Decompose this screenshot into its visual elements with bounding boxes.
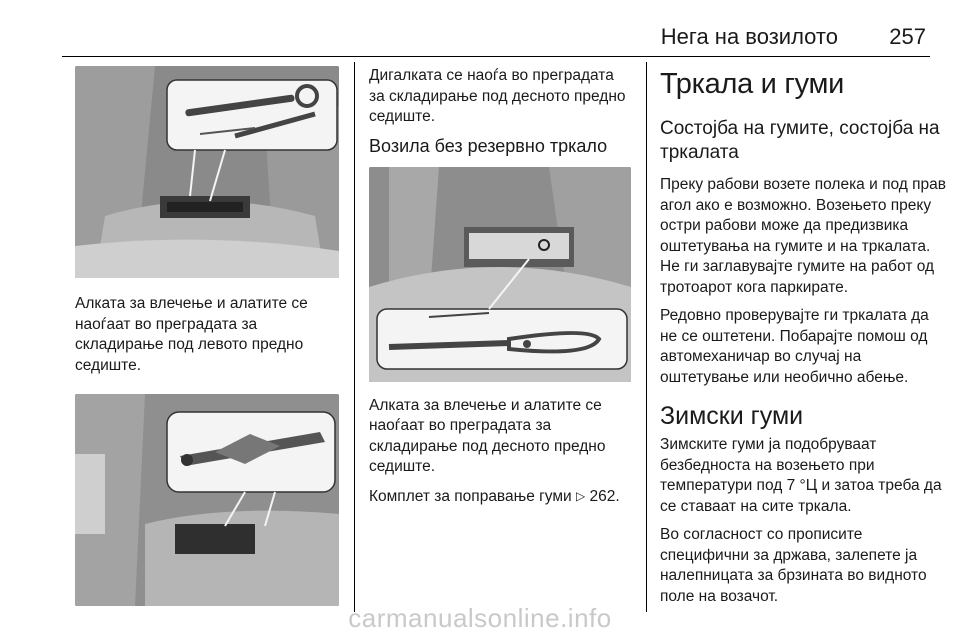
subsection-tyre-condition: Состојба на гумите, состојба на тркалата — [660, 118, 940, 163]
reference-arrow-icon[interactable]: ▷ — [576, 488, 586, 503]
jack-location-text: Дигалката се наоѓа во преградата за складирање под десното предно седиште. — [369, 67, 626, 125]
header-title: Нега на возилото — [660, 24, 838, 49]
watermark: carmanualsonline.info — [348, 603, 612, 633]
figure-jack-under-seat — [75, 394, 339, 606]
caption-right-figure: Алката за влечење и алатите се наоѓаат во преградата за складирање под десното предно седиште. — [369, 396, 606, 475]
column-middle — [369, 66, 633, 515]
figure-tools-under-right-seat — [369, 167, 631, 382]
column-divider — [646, 62, 647, 612]
heading-no-spare-wheel: Возила без резервно тркало — [369, 135, 608, 156]
repair-kit-page-link[interactable]: 262. — [589, 487, 620, 505]
column-divider — [354, 62, 355, 612]
heading-winter-tyres: Зимски гуми — [660, 402, 804, 430]
repair-kit-text: Комплет за поправање гуми — [369, 487, 572, 505]
section-title-wheels-tyres: Тркала и гуми — [660, 68, 845, 100]
column-right — [660, 66, 950, 615]
page-header — [62, 22, 930, 57]
paragraph-kerbs: Преку рабови возете полека и под прав агол ако е возможно. Возењето преку остри рабови може да предизвика оштетувања на гумите и на тркалата. Не ги заглавувајте гумите на работ од тротоарот кога паркирате. — [660, 176, 946, 296]
column-left — [75, 66, 339, 606]
caption-left-figure: Алката за влечење и алатите се наоѓаат во преградата за складирање под левото предно седиште. — [75, 295, 308, 374]
paragraph-inspection: Редовно проверувајте ги тркалата да не се оштетени. Побарајте помош од автомеханичар во случај на оштетување или необично абење. — [660, 307, 929, 386]
page-number: 257 — [889, 24, 926, 49]
figure-tools-under-left-seat — [75, 66, 339, 278]
paragraph-speed-label: Во согласност со прописите специфични за држава, залепете ја налепницата за брзината во видното поле на возачот. — [660, 526, 927, 605]
paragraph-winter: Зимските гуми ја подобруваат безбедноста на возењето при температури под 7 °Ц и затоа треба да се ставаат на сите тркала. — [660, 436, 942, 515]
repair-kit-reference — [369, 486, 633, 508]
